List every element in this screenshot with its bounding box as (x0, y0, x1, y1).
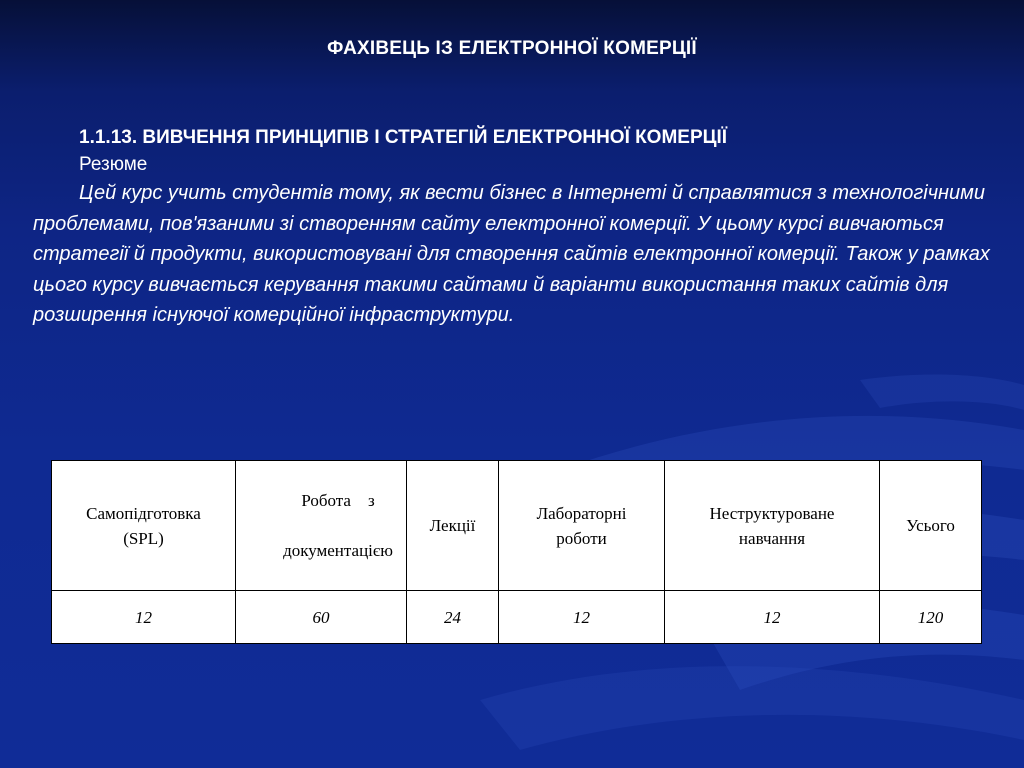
hours-table-container (51, 460, 981, 626)
header-line: Лекції (429, 516, 476, 535)
table-header-row (52, 461, 982, 591)
value-unstructured-learning: 12 (665, 591, 880, 644)
header-line: Усього (906, 516, 955, 535)
header-line: Робота з (301, 491, 375, 510)
value-lectures: 24 (407, 591, 499, 644)
header-line: Неструктуроване (709, 503, 835, 523)
value-documentation-work: 60 (236, 591, 407, 644)
value-lab-work: 12 (499, 591, 665, 644)
header-line: навчання (738, 528, 806, 548)
header-line: (SPL) (123, 528, 164, 548)
header-unstructured-learning (665, 461, 880, 591)
value-self-study: 12 (52, 591, 236, 644)
header-self-study (52, 461, 236, 591)
value-total: 120 (880, 591, 982, 644)
course-description (33, 124, 995, 331)
header-total (880, 461, 982, 591)
header-line: роботи (556, 528, 607, 548)
course-heading: 1.1.13. ВИВЧЕННЯ ПРИНЦИПІВ І СТРАТЕГІЙ ЕЛЕКТРОННОЇ КОМЕРЦІЇ (79, 127, 728, 148)
hours-table (51, 460, 982, 644)
header-lab-work (499, 461, 665, 591)
header-line: Самопідготовка (86, 503, 201, 523)
table-row (52, 591, 982, 644)
slide-title: ФАХІВЕЦЬ ІЗ ЕЛЕКТРОННОЇ КОМЕРЦІЇ (327, 38, 697, 59)
summary-text: Цей курс учить студентів тому, як вести бізнес в Інтернеті й справлятися з технологічними проблемами, пов'язаними зі створенням сайту електронної комерції. У цьому курсі вивчаються стратегії й продукти, використовувані для створення сайтів електронної комерції. Також у рамках цього курсу вивчається керування такими сайтами й варіанти використання таких сайтів для розширення існуючої комерційної інфраструктури. (33, 182, 990, 326)
header-line: Лабораторні (536, 503, 627, 523)
summary-label: Резюме (79, 154, 148, 175)
header-documentation-work (236, 461, 407, 591)
header-line: документацією (283, 541, 393, 560)
header-lectures (407, 461, 499, 591)
